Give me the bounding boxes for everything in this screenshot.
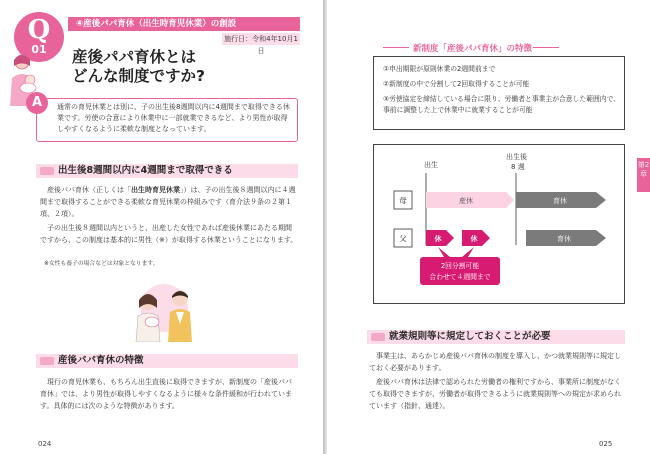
leave-timeline-diagram	[373, 144, 625, 304]
label-8-weeks: 8 週	[511, 163, 525, 171]
footnote: ※女性も養子の場合などは対象となります。	[44, 261, 159, 267]
callout-pointer-1	[438, 247, 450, 257]
paragraph-1-start: 産後パパ育休（正しくは「	[47, 186, 131, 194]
answer-text: 通常の育児休業とは別に、子の出生後8週間以内に4週間まで取得できる休業です。労使の合意により休業中に一部就業できるなど、より男性が取得しやすくなるように柔軟な制度となっています。	[57, 103, 290, 133]
father-leave-2-label: 休	[470, 235, 478, 243]
section-heading-work-rules: 就業規則等に規定しておくことが必要	[367, 330, 625, 344]
page-number-right: 025	[599, 440, 613, 448]
topic-bar: ④産後パパ育休（出生時育児休業）の創設	[68, 17, 300, 31]
callout-line-2: 合わせて４週間まで	[429, 273, 491, 281]
left-page	[0, 0, 323, 454]
right-paragraph-2: 産後パパ育休は法律で認められた労働者の権利ですから、事業所に制度がなくても取得できますが、労働者が取得できるように就業規則等への規定が求められています（指針、通達）。	[369, 378, 621, 410]
mother-postpartum-label: 産休	[459, 197, 473, 205]
feature-title-rule-right	[533, 47, 559, 48]
feature-item-3: ③労使協定を締結している場合に限り、労働者と事業主が合意した範囲内で、事前に調整した上で休業中に就業することが可能	[383, 95, 621, 114]
callout-line-1: 2回分割可能	[440, 262, 480, 270]
page-number-left: 024	[38, 440, 52, 448]
title-line-1: 産後パパ育休とは	[72, 48, 197, 66]
mother-childcare-label: 育休	[553, 197, 567, 205]
right-paragraph-1: 事業主は、あらかじめ産後パパ育休の制度を導入し、かつ就業規則等に規定しておく必要があります。	[369, 352, 621, 372]
father-label: 父	[399, 234, 407, 243]
feature-item-2: ②新制度の中で分割して2回取得することが可能	[383, 80, 530, 88]
page-title	[72, 48, 205, 86]
feature-box-title: 新制度「産後パパ育休」の特徴	[413, 44, 533, 54]
paragraph-1-end: 」）は、子の出生後８週間以内に４週間まで取得することができる柔軟な育児休業の枠組みです（育介法９条の２第１項、２項）。	[40, 186, 296, 218]
paragraph-3: 現行の育児休業も、もちろん出生直後に取得できますが、新制度の「産後パパ育休」では、より男性が取得しやすくなるように様々な条件緩和が行われています。具体的には次のような特徴があります。	[40, 378, 292, 410]
paragraph-1	[40, 184, 298, 220]
timeline-svg	[374, 145, 624, 303]
feature-title-rule-left	[383, 47, 409, 48]
chapter-tab	[637, 158, 650, 192]
answer-badge: A	[26, 92, 48, 114]
title-line-2: どんな制度ですか?	[72, 67, 205, 85]
section-heading-8weeks: 出生後8週間以内に4週間まで取得できる	[36, 164, 298, 178]
paragraph-1-bold: 出生時育児休業	[131, 186, 180, 194]
father-leave-1-label: 休	[434, 235, 442, 243]
right-page	[327, 0, 650, 454]
label-after-birth: 出生後	[506, 153, 527, 161]
answer-box	[36, 98, 298, 142]
couple-with-baby-illustration	[116, 280, 212, 342]
enforcement-date: 施行日：令和4年10月1日	[222, 33, 300, 45]
label-birth: 出生	[424, 161, 438, 169]
father-childcare-label: 育休	[557, 235, 571, 243]
mother-label: 母	[399, 196, 407, 205]
paragraph-2: 子の出生後８週間以内というと、出産した女性であれば産後休業にあたる期間ですから、この制度は基本的に男性（※）が取得する休業ということになります。	[40, 224, 298, 244]
chapter-tab-label: 第2章	[637, 161, 650, 178]
feature-item-1: ①申出期限が原則休業の2週間前まで	[383, 65, 496, 73]
question-letter: Q	[27, 15, 51, 45]
section-heading-features: 産後パパ育休の特徴	[36, 354, 298, 368]
question-number: 01	[31, 43, 47, 56]
callout-pointer-2	[462, 247, 474, 257]
